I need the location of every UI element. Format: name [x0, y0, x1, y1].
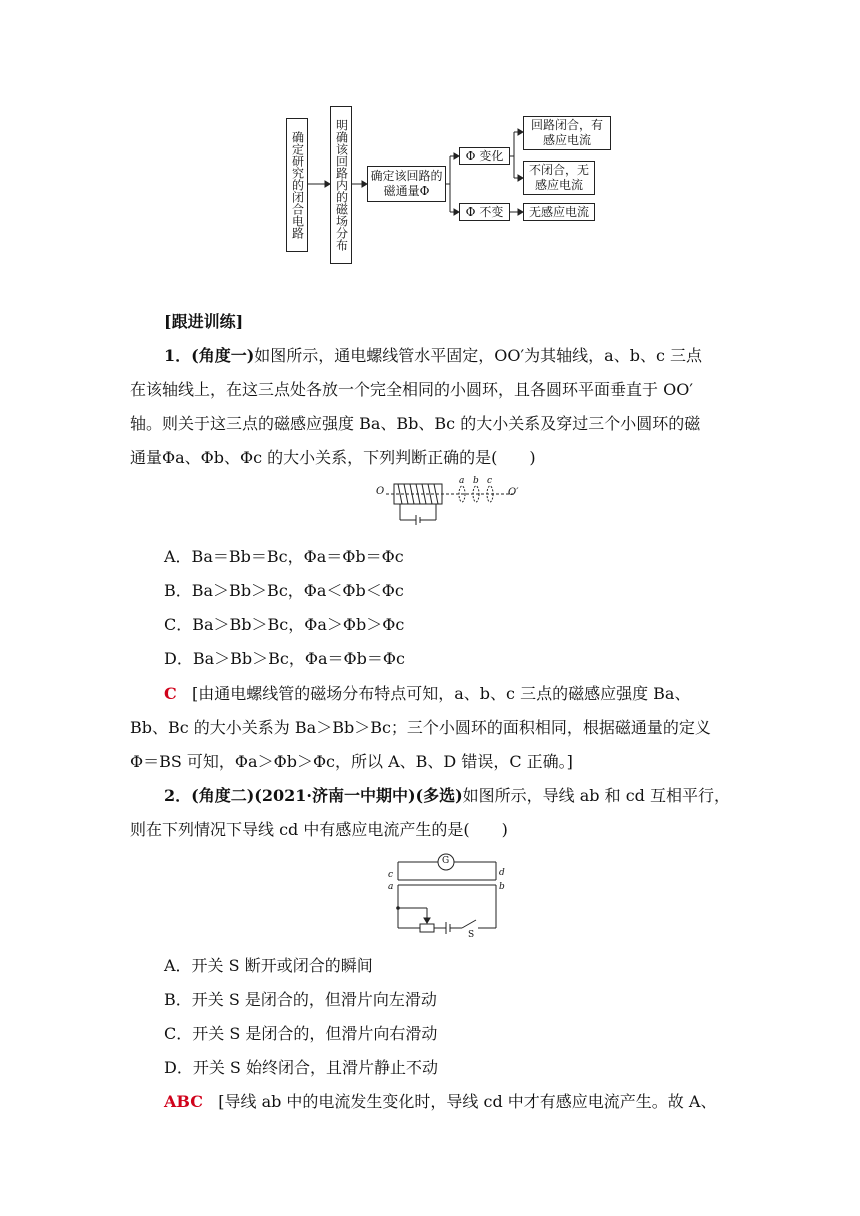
q1-text-line1: 如图所示，通电螺线管水平固定，OO′为其轴线，a、b、c 三点	[254, 346, 702, 365]
q2-option-d: D．开关 S 始终闭合，且滑片静止不动	[164, 1058, 438, 1077]
label-o-prime: O′	[508, 487, 519, 498]
q1-number: 1．	[164, 346, 192, 365]
q2-answer: ABC	[164, 1092, 203, 1111]
q2-number: 2．	[164, 786, 192, 805]
q1-line3: 轴。则关于这三点的磁感应强度 Ba、Bb、Bc 的大小关系及穿过三个小圆环的磁	[130, 414, 701, 433]
q1-option-b: B．Ba＞Bb＞Bc，Φa＜Φb＜Φc	[164, 581, 404, 600]
q1-explanation-line2: Bb、Bc 的大小关系为 Ba＞Bb＞Bc；三个小圆环的面积相同，根据磁通量的定义	[130, 718, 711, 737]
label-g: G	[442, 856, 450, 866]
label-c: c	[388, 870, 394, 880]
q1-option-a: A．Ba＝Bb＝Bc，Φa＝Φb＝Φc	[164, 547, 404, 566]
q1-line1	[164, 346, 730, 366]
q2-explanation-line1: [导线 ab 中的电流发生变化时，导线 cd 中才有感应电流产生。故 A、	[218, 1092, 717, 1111]
q2-answer-line1	[164, 1092, 716, 1112]
solenoid-diagram	[374, 478, 524, 528]
q1-solenoid-figure	[374, 478, 524, 528]
q2-option-b: B．开关 S 是闭合的，但滑片向左滑动	[164, 990, 437, 1009]
label-c: c	[487, 476, 493, 486]
label-b: b	[473, 476, 479, 486]
flowchart-box-magnetic-field: 明确该回路内的磁场分布	[330, 106, 352, 264]
label-s: S	[468, 930, 475, 940]
q1-line2: 在该轴线上，在这三点处各放一个完全相同的小圆环，且各圆环平面垂直于 OO′	[130, 380, 693, 399]
circuit-diagram	[386, 846, 516, 940]
q1-line4: 通量Φa、Φb、Φc 的大小关系，下列判断正确的是( )	[130, 448, 536, 467]
q2-option-c: C．开关 S 是闭合的，但滑片向右滑动	[164, 1024, 438, 1043]
label-d: d	[499, 868, 505, 878]
flowchart-box-flux-change: Φ 变化	[459, 147, 510, 165]
q2-line1	[164, 786, 730, 806]
label-b: b	[499, 882, 505, 892]
q1-option-d: D．Ba＞Bb＞Bc，Φa＝Φb＝Φc	[164, 649, 405, 668]
flowchart-box-result-open: 不闭合，无感应电流	[523, 161, 595, 195]
q1-option-c: C．Ba＞Bb＞Bc，Φa＞Φb＞Φc	[164, 615, 405, 634]
flowchart-box-flux-no-change: Φ 不变	[459, 203, 510, 221]
q1-answer-line1	[164, 684, 690, 704]
flowchart-box-flux: 确定该回路的磁通量Φ	[367, 166, 446, 202]
label-a: a	[459, 476, 465, 486]
q1-explanation-line3: Φ＝BS 可知，Φa＞Φb＞Φc，所以 A、B、D 错误，C 正确。]	[130, 752, 573, 771]
q2-tag: (角度二)(2021·济南一中期中)(多选)	[191, 786, 463, 805]
q2-text-line1: 如图所示，导线 ab 和 cd 互相平行，	[462, 786, 731, 805]
flowchart-box-identify-circuit: 确定研究的闭合电路	[286, 118, 308, 252]
label-o: O	[376, 486, 385, 497]
label-a: a	[388, 882, 394, 892]
q2-circuit-figure	[386, 846, 516, 940]
q2-line2: 则在下列情况下导线 cd 中有感应电流产生的是( )	[130, 820, 508, 839]
flowchart-box-result-closed: 回路闭合，有感应电流	[523, 116, 611, 150]
q1-explanation-line1: [由通电螺线管的磁场分布特点可知，a、b、c 三点的磁感应强度 Ba、	[192, 684, 691, 703]
q1-answer: C	[164, 684, 177, 703]
q2-option-a: A．开关 S 断开或闭合的瞬间	[164, 956, 373, 975]
flowchart	[280, 104, 620, 268]
flowchart-box-result-none: 无感应电流	[523, 203, 595, 221]
section-title: [跟进训练]	[164, 312, 244, 331]
q1-tag: (角度一)	[191, 346, 255, 365]
